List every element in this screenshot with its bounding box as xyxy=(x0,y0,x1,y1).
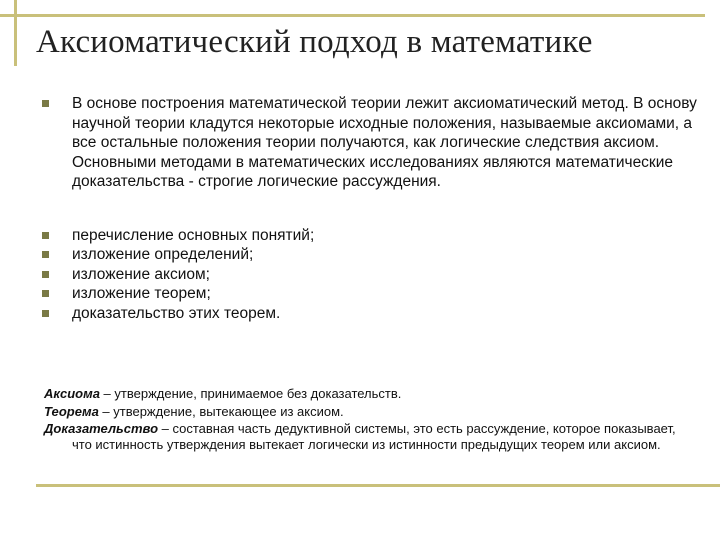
definition-proof xyxy=(44,421,694,452)
bullet-item xyxy=(36,245,706,265)
square-bullet-icon xyxy=(42,232,49,239)
frame-top-line xyxy=(0,14,705,17)
square-bullet-icon xyxy=(42,251,49,258)
bullet-text: перечисление основных понятий; xyxy=(72,226,315,244)
definition-text: – утверждение, принимаемое без доказательств. xyxy=(99,386,402,401)
bullet-text: доказательство этих теорем. xyxy=(72,304,281,322)
definition-text: – утверждение, вытекающее из аксиом. xyxy=(98,403,344,419)
square-bullet-icon xyxy=(42,271,49,278)
bullet-list xyxy=(36,94,706,323)
square-bullet-icon xyxy=(42,100,49,107)
definitions-block xyxy=(44,386,694,454)
bullet-item xyxy=(36,304,706,324)
frame-bottom-line xyxy=(36,484,720,487)
definition-term: Аксиома xyxy=(44,386,100,401)
definition-axiom xyxy=(44,386,694,402)
definition-term: Теорема xyxy=(44,403,99,419)
bullet-item xyxy=(36,265,706,285)
definition-term: Доказательство xyxy=(44,421,159,436)
definition-text: – составная часть дедуктивной системы, это есть рассуждение, которое показывает, что истинность утверждения вытекает логически из истинности предыдущих теорем или аксиом. xyxy=(72,421,676,452)
bullet-text: В основе построения математической теории лежит аксиоматический метод. В основу научной теории кладутся некоторые исходные положения, называемые аксиомами, а все остальные положения теории получаются, как логические следствия аксиом. Основными методами в математических исследованиях являются математические доказательства - строгие логические рассуждения. xyxy=(72,95,697,190)
bullet-item xyxy=(36,226,706,246)
square-bullet-icon xyxy=(42,290,49,297)
frame-left-line xyxy=(14,0,17,66)
bullet-text: изложение аксиом; xyxy=(72,265,210,283)
slide-title: Аксиоматический подход в математике xyxy=(36,24,593,60)
bullet-text: изложение теорем; xyxy=(72,285,211,302)
definition-theorem xyxy=(44,404,694,420)
bullet-item xyxy=(36,284,706,304)
bullet-text: изложение определений; xyxy=(72,246,254,263)
bullet-item-intro xyxy=(36,94,706,192)
square-bullet-icon xyxy=(42,310,49,317)
